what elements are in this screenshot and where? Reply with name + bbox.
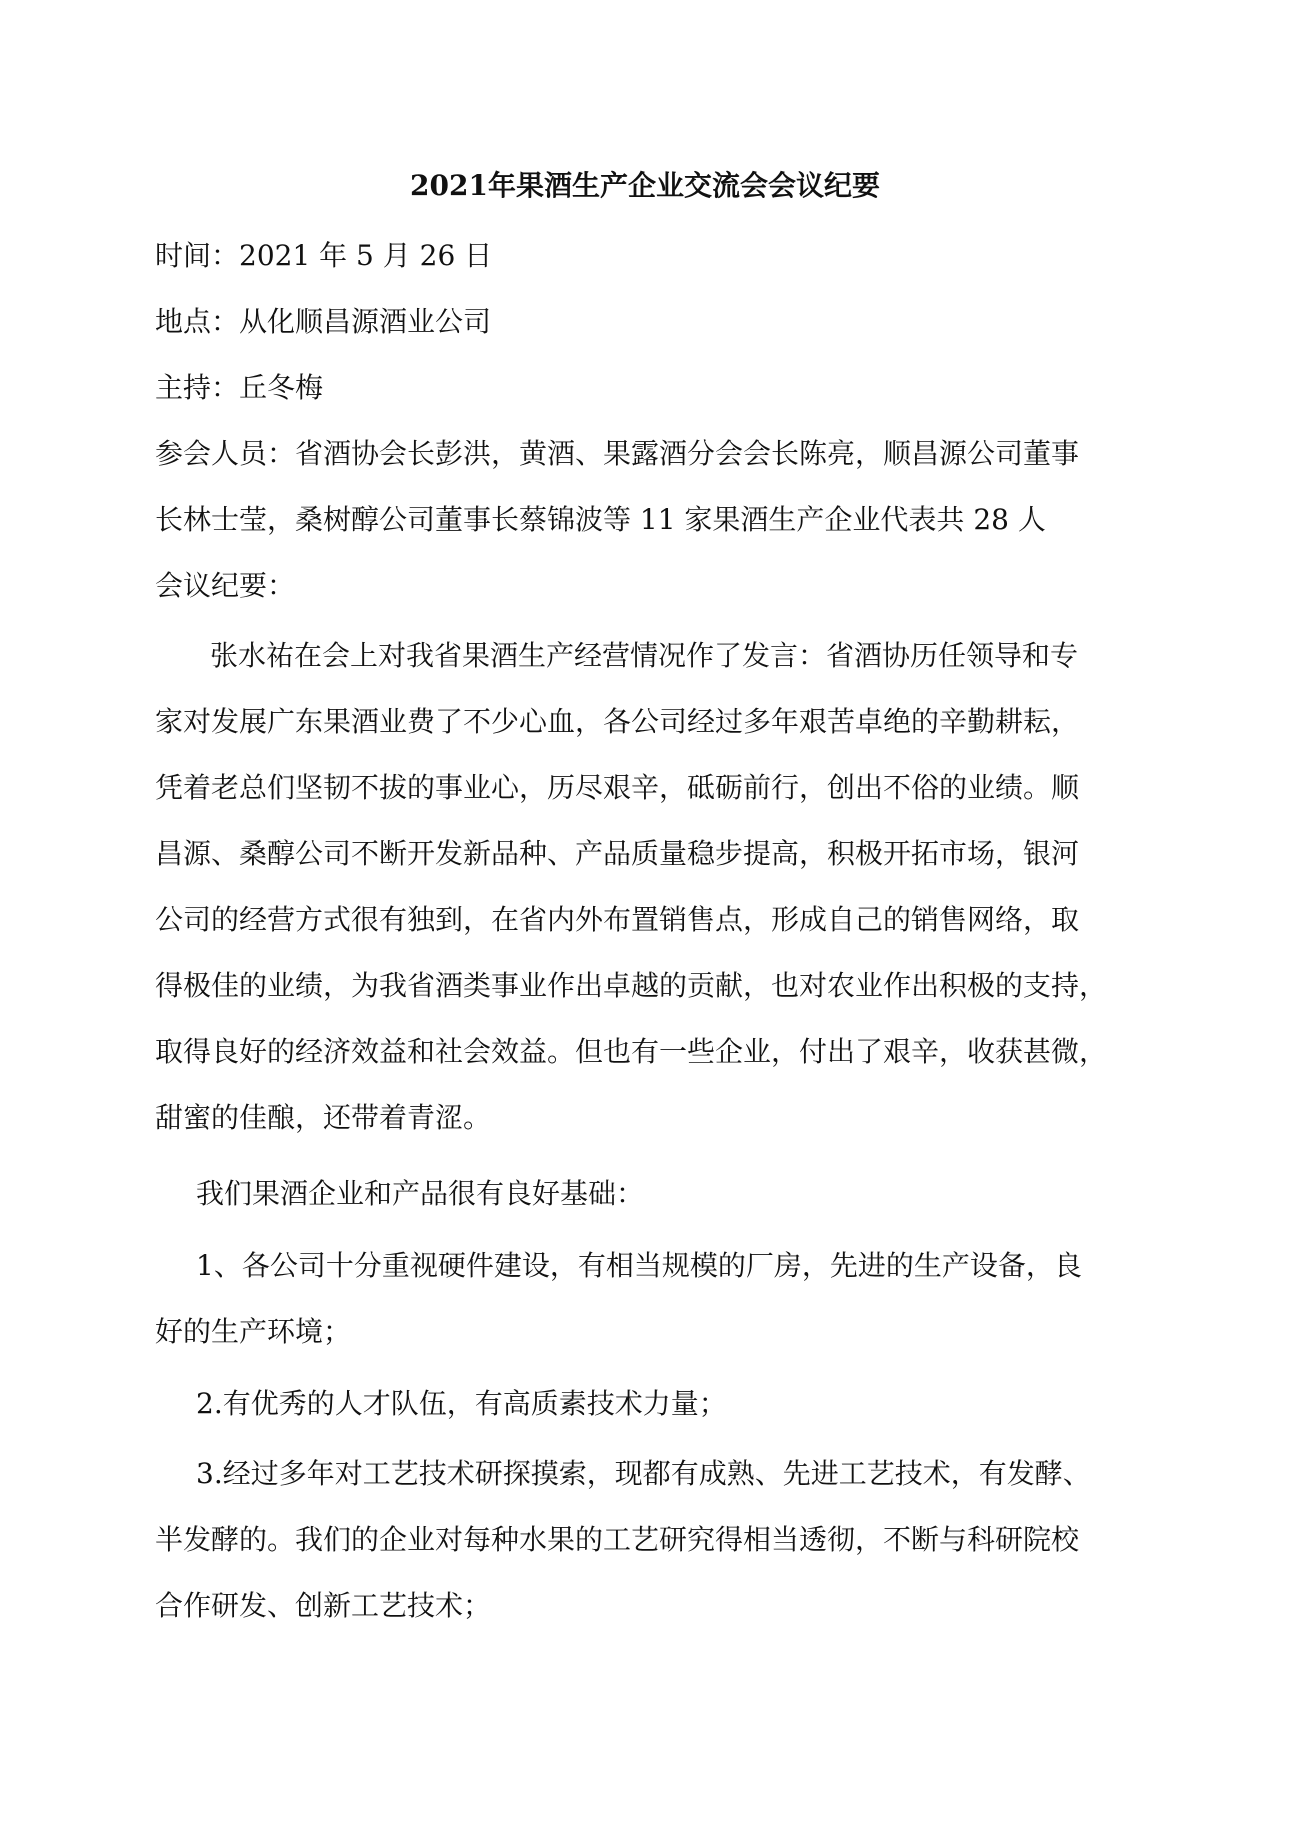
foundation-intro: 我们果酒企业和产品很有良好基础：	[196, 1177, 645, 1210]
speech-line: 昌源、桑醇公司不断开发新品种、产品质量稳步提高，积极开拓市场，银河	[155, 837, 1080, 870]
meeting-attendees-line-2: 长林士莹，桑树醇公司董事长蔡锦波等 11 家果酒生产企业代表共 28 人	[155, 503, 1046, 536]
minutes-label: 会议纪要：	[155, 569, 296, 602]
meeting-place: 地点：从化顺昌源酒业公司	[155, 305, 492, 338]
speech-line: 家对发展广东果酒业费了不少心血，各公司经过多年艰苦卓绝的辛勤耕耘，	[155, 705, 1080, 738]
point-3-line-1: 3.经过多年对工艺技术研探摸索，现都有成熟、先进工艺技术，有发酵、	[196, 1457, 1091, 1490]
meeting-host: 主持：丘冬梅	[155, 371, 324, 404]
point-2: 2.有优秀的人才队伍，有高质素技术力量；	[196, 1387, 727, 1420]
point-3-line-2: 半发酵的。我们的企业对每种水果的工艺研究得相当透彻，不断与科研院校	[155, 1523, 1080, 1556]
speech-line: 公司的经营方式很有独到，在省内外布置销售点，形成自己的销售网络，取	[155, 903, 1080, 936]
speech-line: 甜蜜的佳酿，还带着青涩。	[155, 1101, 492, 1134]
speech-line: 张水祐在会上对我省果酒生产经营情况作了发言：省酒协历任领导和专	[210, 639, 1079, 672]
point-1-line-1: 1、各公司十分重视硬件建设，有相当规模的厂房，先进的生产设备，良	[196, 1249, 1082, 1282]
document-title: 2021年果酒生产企业交流会会议纪要	[410, 169, 880, 202]
speech-line: 凭着老总们坚韧不拔的事业心，历尽艰辛，砥砺前行，创出不俗的业绩。顺	[155, 771, 1080, 804]
meeting-time: 时间：2021 年 5 月 26 日	[155, 239, 493, 272]
meeting-attendees-line-1: 参会人员：省酒协会长彭洪，黄酒、果露酒分会会长陈亮，顺昌源公司董事	[155, 437, 1080, 470]
speech-line: 得极佳的业绩，为我省酒类事业作出卓越的贡献，也对农业作出积极的支持，	[155, 969, 1108, 1002]
point-1-line-2: 好的生产环境；	[155, 1315, 352, 1348]
speech-line: 取得良好的经济效益和社会效益。但也有一些企业，付出了艰辛，收获甚微，	[155, 1035, 1108, 1068]
point-3-line-3: 合作研发、创新工艺技术；	[155, 1589, 492, 1622]
